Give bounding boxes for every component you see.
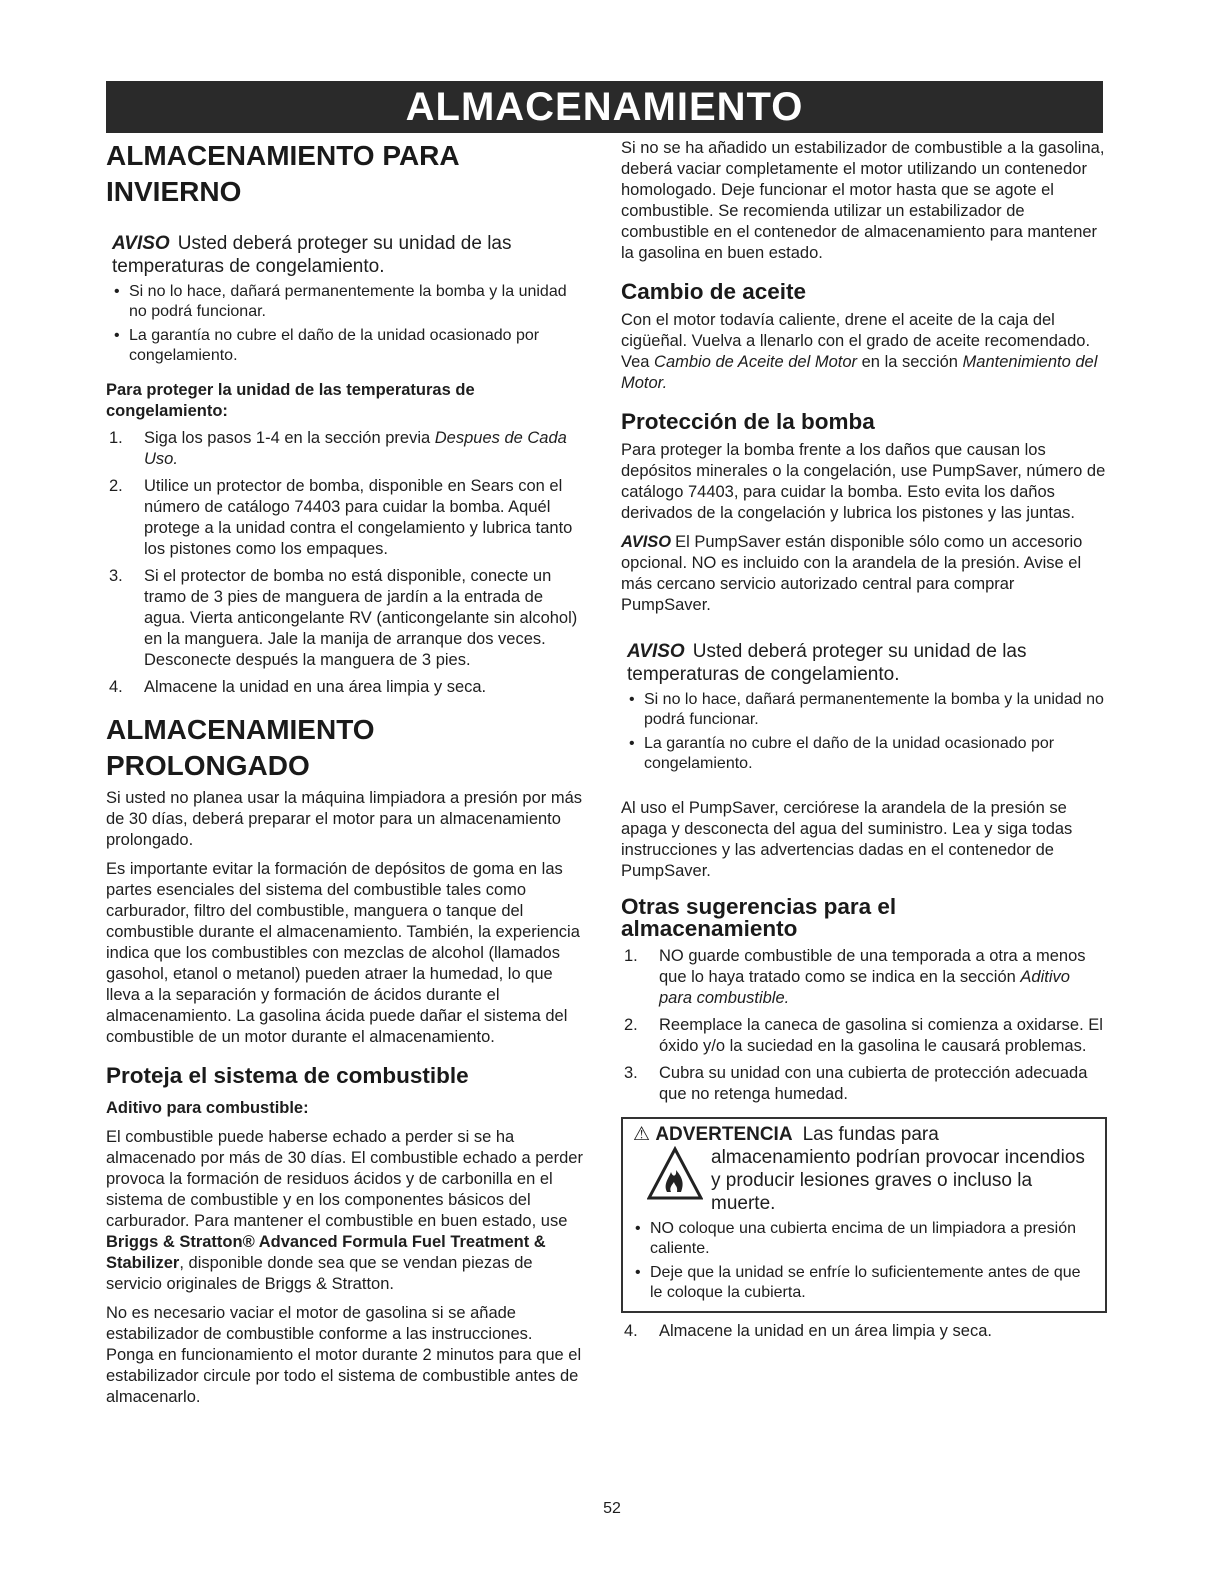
pumpsaver-paragraph: Al uso el PumpSaver, cerciórese la arandela de la presión se apaga y desconecta del agua del suministro. Lea y siga todas instrucciones y las advertencias dadas en el contenedor de PumpSaver. bbox=[621, 799, 1073, 880]
aviso-text: Usted deberá proteger su unidad de las temperaturas de congelamiento. bbox=[112, 233, 512, 277]
warning-text: almacenamiento podrían provocar incendios y producir lesiones graves o incluso la muerte. bbox=[711, 1147, 1085, 1214]
aviso-text: Usted deberá proteger su unidad de las temperaturas de congelamiento. bbox=[627, 641, 1027, 685]
protect-steps bbox=[106, 428, 584, 698]
banner-title: ALMACENAMIENTO bbox=[405, 85, 804, 129]
list-item: • Si no lo hace, dañará permanentemente la bomba y la unidad no podrá funcionar. bbox=[627, 690, 1107, 730]
right-column bbox=[621, 138, 1107, 1342]
aviso-label: AVISO bbox=[627, 641, 685, 662]
intro-paragraph: Si no se ha añadido un estabilizador de combustible a la gasolina, deberá vaciar completamente el motor utilizando un contenedor homologado. Deje funcionar el motor hasta que se agote el combustible. Se recomienda utilizar un estabilizador de combustible en el contenedor de almacenamiento para mantener la gasolina en buen estado. bbox=[621, 139, 1105, 262]
prolonged-paragraph: Si usted no planea usar la máquina limpiadora a presión por más de 30 días, deberá preparar el motor para un almacenamiento prolongado. bbox=[106, 789, 583, 849]
list-item: • La garantía no cubre el daño de la unidad ocasionado por congelamiento. bbox=[627, 734, 1107, 774]
list-item: • Si no lo hace, dañará permanentemente la bomba y la unidad no podrá funcionar. bbox=[112, 282, 584, 322]
list-item: 2. Reemplace la caneca de gasolina si comienza a oxidarse. El óxido y/o la suciedad en la gasolina le causará problemas. bbox=[624, 1016, 1103, 1055]
aviso-label: AVISO bbox=[112, 233, 170, 254]
list-item: 1. NO guarde combustible de una temporada a otra a menos que lo haya tratado como se indica en la sección Aditivo para combustible. bbox=[624, 947, 1086, 1007]
pump-protection-title: Protección de la bomba bbox=[621, 409, 875, 434]
prolonged-paragraph: Es importante evitar la formación de depósitos de goma en las partes esenciales del sistema del combustible tales como carburador, filtro del combustible, manguera o tanque del combustible durante el almacenamiento. También, la experiencia indica que los combustibles con mezclas de alcohol (llamados gasohol, etanol o metanol) pueden atraer la humedad, lo que lleva a la separación y formación de ácidos durante el almacenamiento. La gasolina ácida puede dañar el sistema del combustible de un motor durante el almacenamiento. bbox=[106, 860, 580, 1046]
aviso-notice bbox=[112, 232, 584, 278]
prolonged-storage-title: ALMACENAMIENTO PROLONGADO bbox=[106, 714, 375, 781]
pump-aviso: AVISO El PumpSaver están disponible sólo como un accesorio opcional. NO es incluido con la arandela de la presión. Avise el más cercano servicio autorizado central para comprar PumpSaver. bbox=[621, 533, 1083, 614]
warning-triangle-icon: ⚠ bbox=[633, 1124, 651, 1145]
left-column bbox=[106, 138, 584, 1408]
warning-label: ADVERTENCIA bbox=[655, 1124, 793, 1145]
list-item: 3. Si el protector de bomba no está disponible, conecte un tramo de 3 pies de manguera de jardín a la entrada de agua. Vierta anticongelante RV (anticongelante sin alcohol) en la manguera. Jale la manija de arranque dos veces. Desconecte después la manguera de 3 pies. bbox=[109, 567, 578, 669]
warning-box bbox=[621, 1117, 1107, 1313]
tips-list bbox=[621, 946, 1107, 1105]
pump-paragraph: Para proteger la bomba frente a los daños que causan los depósitos minerales o la congelación, use PumpSaver, número de catálogo 74403, para cuidar la bomba. Esto evita los daños derivados de la congelación y lubrica los pistones y las juntas. bbox=[621, 441, 1106, 522]
section-banner bbox=[106, 81, 1103, 133]
additive-paragraph: No es necesario vaciar el motor de gasolina si se añade estabilizador de combustible conforme a las instrucciones. Ponga en funcionamiento el motor durante 2 minutos para que el estabilizador circule por todo el sistema de combustible antes de almacenarlo. bbox=[106, 1304, 582, 1406]
protect-heading: Para proteger la unidad de las temperaturas de congelamiento: bbox=[106, 381, 475, 420]
oil-paragraph: Con el motor todavía caliente, drene el aceite de la caja del cigüeñal. Vuelva a llenarlo con el grado de aceite recomendado. Vea Cambio de Aceite del Motor en la sección Mantenimiento del Motor. bbox=[621, 311, 1098, 392]
warning-lead: Las fundas para bbox=[802, 1124, 939, 1145]
warning-heading bbox=[633, 1123, 1097, 1146]
list-item: • NO coloque una cubierta encima de un limpiadora a presión caliente. bbox=[633, 1219, 1097, 1259]
list-item: 4. Almacene la unidad en una área limpia y seca. bbox=[109, 678, 487, 696]
tips-list-continued bbox=[621, 1321, 1107, 1342]
list-item: 4. Almacene la unidad en un área limpia y seca. bbox=[624, 1322, 992, 1340]
aviso-bullets bbox=[627, 690, 1107, 774]
oil-change-title: Cambio de aceite bbox=[621, 279, 807, 304]
additive-paragraph: El combustible puede haberse echado a perder si se ha almacenado por más de 30 días. El combustible echado a perder provoca la formación de residuos ácidos y de carbonilla en el sistema de combustible y en los componentes básicos del carburador. Para mantener el combustible en buen estado, use Briggs & Stratton® Advanced Formula Fuel Treatment & Stabilizer, disponible donde sea que se vendan piezas de servicio originales de Briggs & Stratton. bbox=[106, 1128, 583, 1293]
page-number: 52 bbox=[603, 1500, 621, 1517]
list-item: 1. Siga los pasos 1-4 en la sección previa Despues de Cada Uso. bbox=[109, 429, 567, 468]
fire-hazard-icon bbox=[647, 1146, 703, 1202]
list-item: • Deje que la unidad se enfríe lo suficientemente antes de que le coloque la cubierta. bbox=[633, 1263, 1097, 1303]
aviso-notice bbox=[627, 640, 1107, 686]
additive-heading: Aditivo para combustible: bbox=[106, 1099, 309, 1117]
list-item: • La garantía no cubre el daño de la unidad ocasionado por congelamiento. bbox=[112, 326, 584, 366]
warning-bullets bbox=[633, 1219, 1097, 1303]
winter-storage-title: ALMACENAMIENTO PARA INVIERNO bbox=[106, 140, 459, 207]
list-item: 3. Cubra su unidad con una cubierta de protección adecuada que no retenga humedad. bbox=[624, 1064, 1088, 1103]
aviso-bullets bbox=[112, 282, 584, 366]
list-item: 2. Utilice un protector de bomba, disponible en Sears con el número de catálogo 74403 para cuidar la bomba. Aquél protege a la unidad contra el congelamiento y lubrica tanto los pistones como los empaques. bbox=[109, 477, 573, 558]
other-tips-title: Otras sugerencias para el almacenamiento bbox=[621, 894, 897, 941]
fuel-system-title: Proteja el sistema de combustible bbox=[106, 1063, 469, 1088]
